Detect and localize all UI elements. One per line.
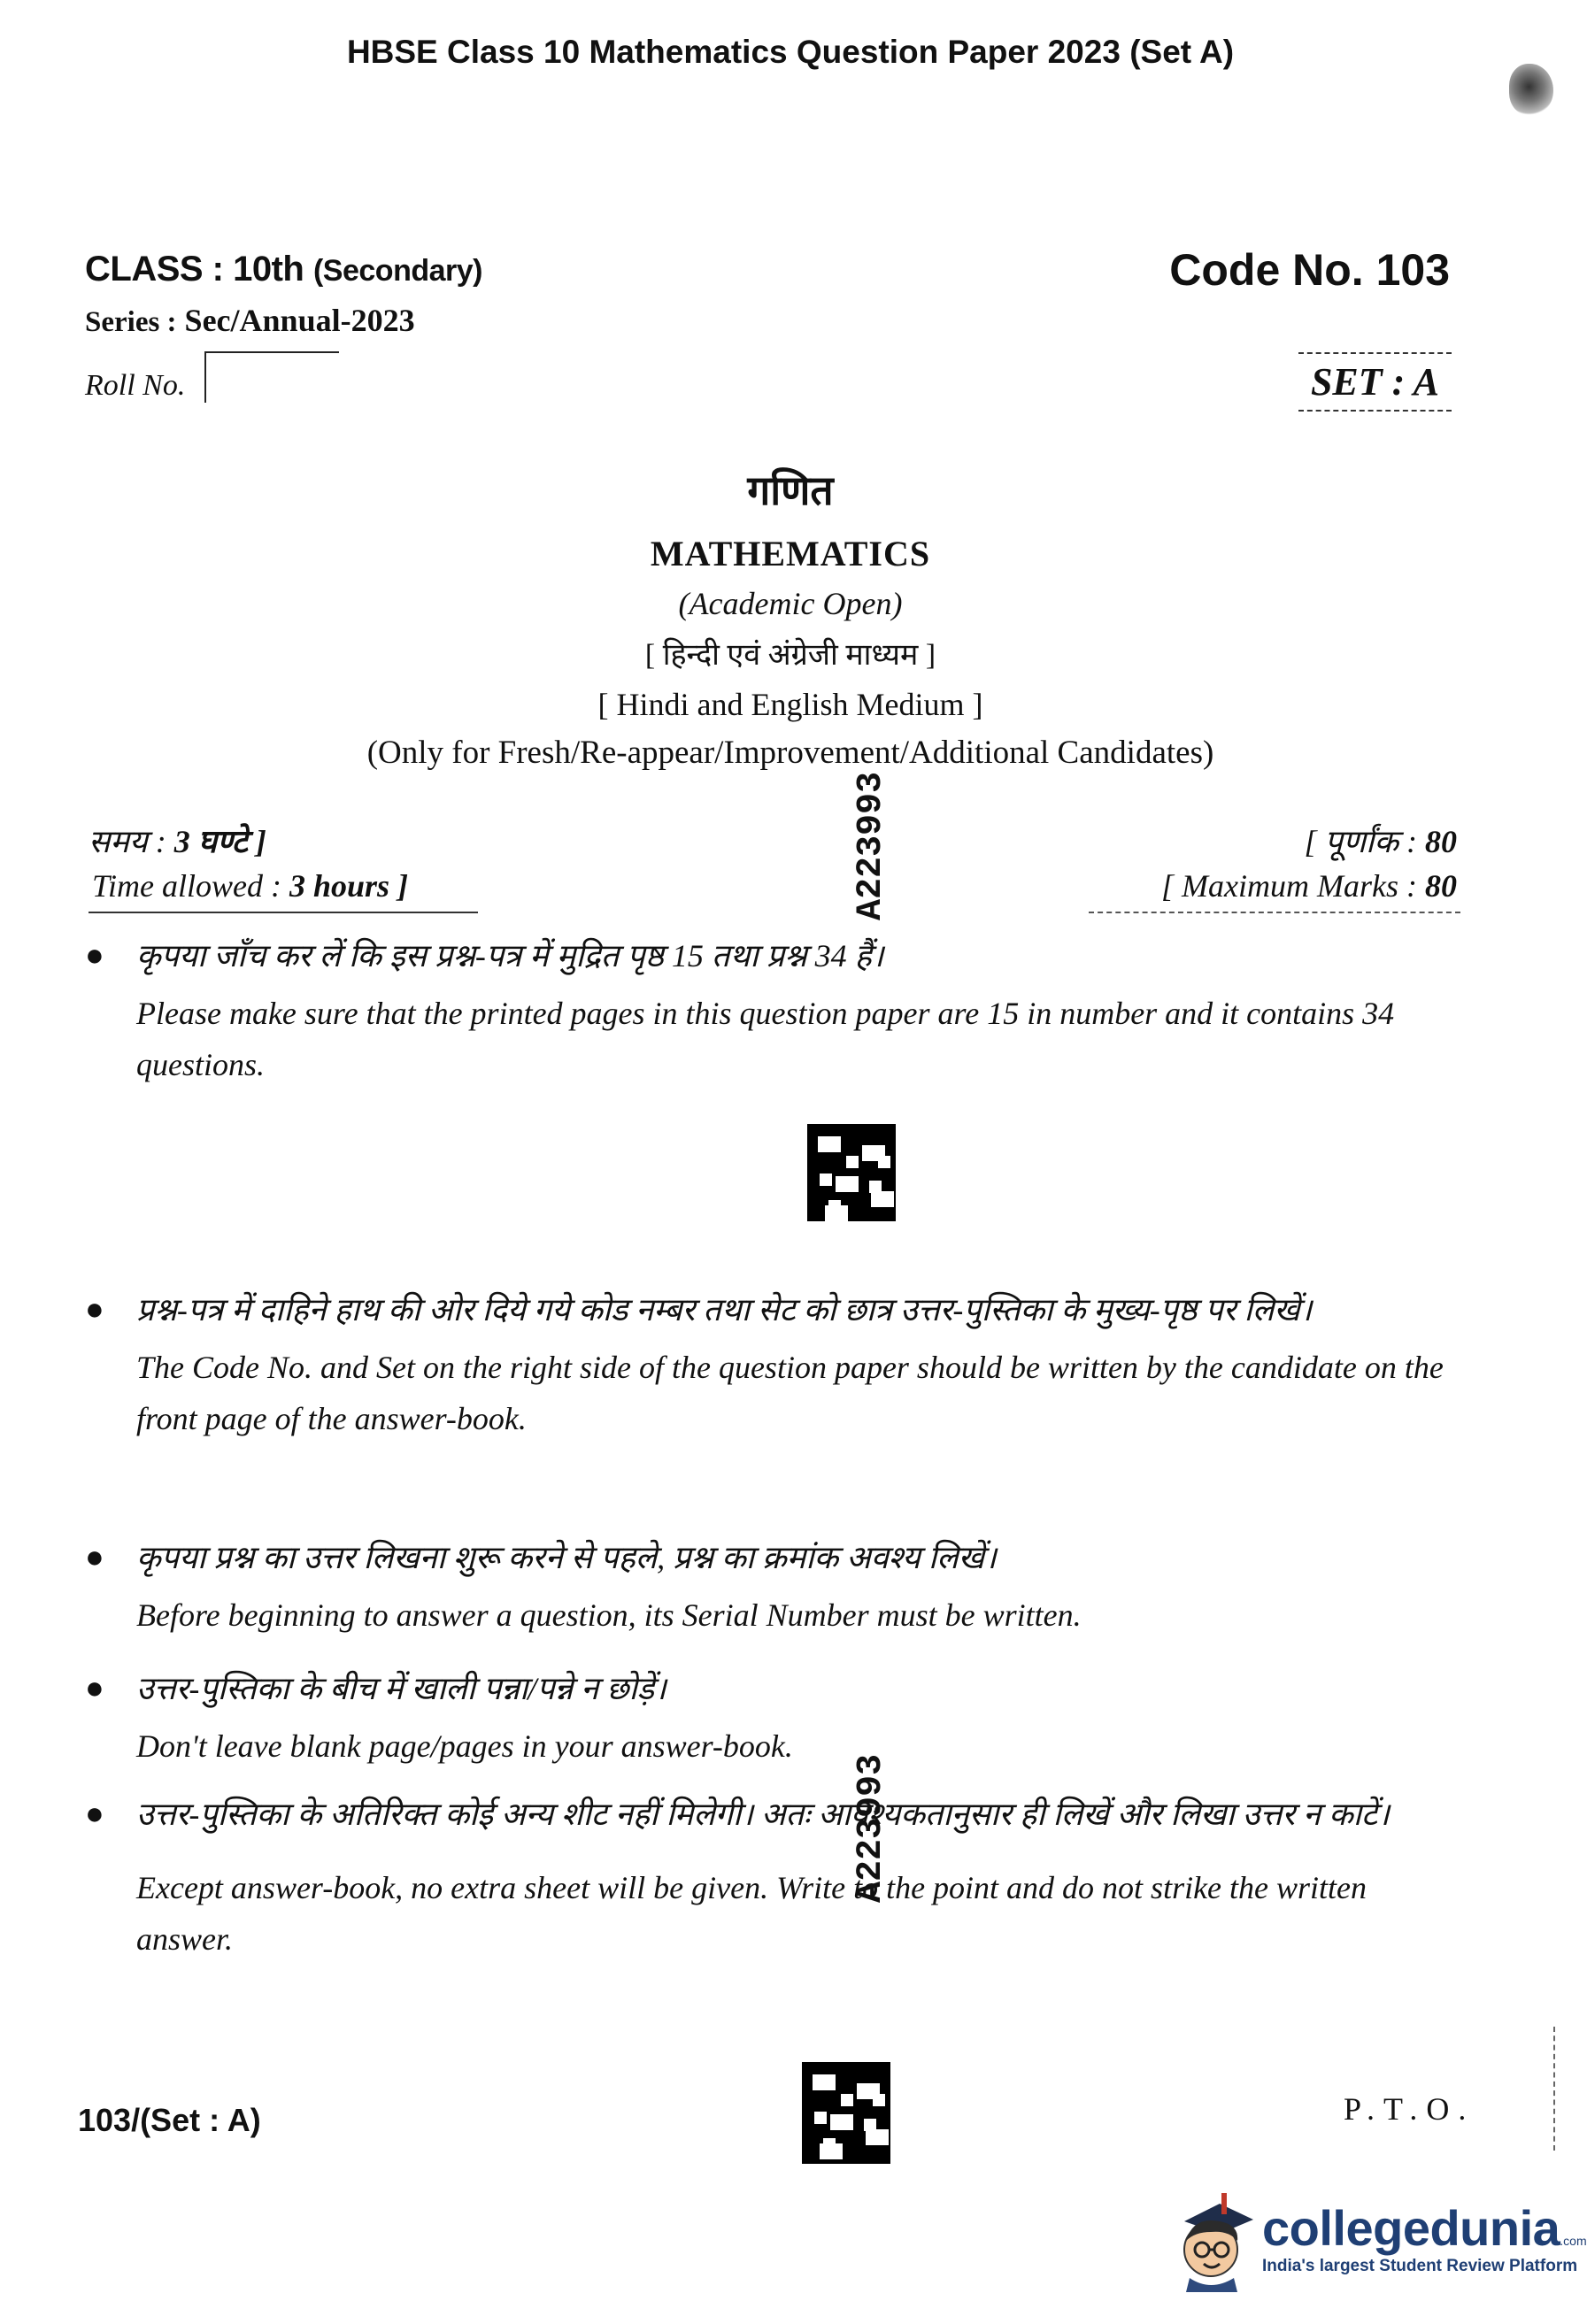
bullet-icon: ● xyxy=(85,1670,104,1705)
serial-stamp: A223993 xyxy=(851,771,891,920)
instruction-hindi: प्रश्न-पत्र में दाहिने हाथ की ओर दिये गये कोड नम्बर तथा सेट को छात्र उत्तर-पुस्तिका के मुख्य-पृष्ठ पर लिखें। xyxy=(136,1292,1313,1327)
time-english-value: 3 hours ] xyxy=(289,868,409,904)
student-mascot-icon xyxy=(1167,2186,1255,2292)
code-number: Code No. 103 xyxy=(1169,245,1450,295)
instruction-5 xyxy=(85,1789,1466,1965)
medium-english: [ Hindi and English Medium ] xyxy=(597,687,983,722)
qr-code xyxy=(807,1124,896,1221)
brand-tagline: India's largest Student Review Platform xyxy=(1262,2257,1578,2275)
marks-english xyxy=(1161,867,1457,904)
marks-english-label: [ Maximum Marks : xyxy=(1161,868,1417,904)
instruction-2 xyxy=(85,1285,1466,1444)
marks-english-value: 80 xyxy=(1425,868,1457,904)
instruction-english: Except answer-book, no extra sheet will be given. Write to the point and do not strike the written answer. xyxy=(136,1870,1367,1957)
instruction-english: Please make sure that the printed pages in this question paper are 15 in number and it contains 34 questions. xyxy=(136,996,1395,1082)
title-block xyxy=(0,462,1581,772)
series-value: Sec/Annual-2023 xyxy=(184,303,415,338)
marks-hindi-label: [ पूर्णांक : xyxy=(1304,824,1417,859)
exam-header-left xyxy=(85,250,482,403)
page-title: HBSE Class 10 Mathematics Question Paper 2023 (Set A) xyxy=(346,34,1235,70)
footer-paper-code: 103/(Set : A) xyxy=(78,2102,261,2138)
roll-no-line xyxy=(85,351,482,403)
series-label: Series : xyxy=(85,306,177,338)
marks-hindi xyxy=(1305,819,1457,862)
stream-label: (Academic Open) xyxy=(678,586,903,621)
instruction-hindi: कृपया प्रश्न का उत्तर लिखना शुरू करने से पहले, प्रश्न का क्रमांक अवश्य लिखें। xyxy=(136,1540,997,1575)
subject-hindi: गणित xyxy=(747,468,834,513)
bullet-icon: ● xyxy=(85,1539,104,1574)
instruction-4 xyxy=(85,1664,1466,1772)
class-label: CLASS : 10th xyxy=(85,250,304,289)
set-label: SET : A xyxy=(1298,352,1452,412)
instruction-hindi: उत्तर-पुस्तिका के अतिरिक्त कोई अन्य शीट नहीं मिलेगी। अतः आवश्यकतानुसार ही लिखें और लिखा उत्तर न काटें। xyxy=(136,1797,1390,1832)
instruction-1 xyxy=(85,931,1466,1090)
qr-code-footer xyxy=(802,2062,890,2164)
brand-name: collegedunia xyxy=(1262,2200,1560,2256)
serial-stamp-lower: A223993 xyxy=(851,1753,891,1903)
medium-hindi: [ हिन्दी एवं अंग्रेजी माध्यम ] xyxy=(644,639,936,672)
marks-hindi-value: 80 xyxy=(1425,824,1457,859)
candidates-note: (Only for Fresh/Re-appear/Improvement/Additional Candidates) xyxy=(366,735,1214,771)
time-hindi xyxy=(89,819,266,862)
time-hindi-value: 3 घण्टे ] xyxy=(173,824,266,859)
bullet-icon: ● xyxy=(85,1291,104,1327)
brand-suffix: .com xyxy=(1560,2234,1587,2248)
instruction-english: The Code No. and Set on the right side of the question paper should be written by the candidate on the front page of the answer-book. xyxy=(136,1350,1444,1436)
bullet-icon: ● xyxy=(85,937,104,973)
time-english-label: Time allowed : xyxy=(92,868,281,904)
series-line xyxy=(85,302,482,339)
instruction-english: Don't leave blank page/pages in your answer-book. xyxy=(136,1728,793,1764)
instruction-english: Before beginning to answer a question, its Serial Number must be written. xyxy=(136,1597,1082,1633)
class-line xyxy=(85,250,482,289)
pto-label: P.T.O. xyxy=(1344,2091,1475,2127)
marks-underline xyxy=(1089,912,1460,913)
instruction-3 xyxy=(85,1533,1466,1641)
watermark-logo xyxy=(1167,2186,1587,2292)
bullet-icon: ● xyxy=(85,1796,104,1831)
margin-line xyxy=(1553,2027,1555,2151)
scan-smudge xyxy=(1509,64,1553,115)
instruction-hindi: कृपया जाँच कर लें कि इस प्रश्न-पत्र में मुद्रित पृष्ठ 15 तथा प्रश्न 34 हैं। xyxy=(136,938,884,973)
time-english xyxy=(92,867,408,904)
class-level: (Secondary) xyxy=(312,254,482,288)
time-underline xyxy=(89,912,478,913)
roll-no-box xyxy=(204,351,339,403)
instruction-hindi: उत्तर-पुस्तिका के बीच में खाली पन्ना/पन्ने न छोड़ें। xyxy=(136,1671,666,1706)
time-hindi-label: समय : xyxy=(89,824,166,859)
subject-english: MATHEMATICS xyxy=(650,534,931,573)
roll-no-label: Roll No. xyxy=(85,369,186,402)
